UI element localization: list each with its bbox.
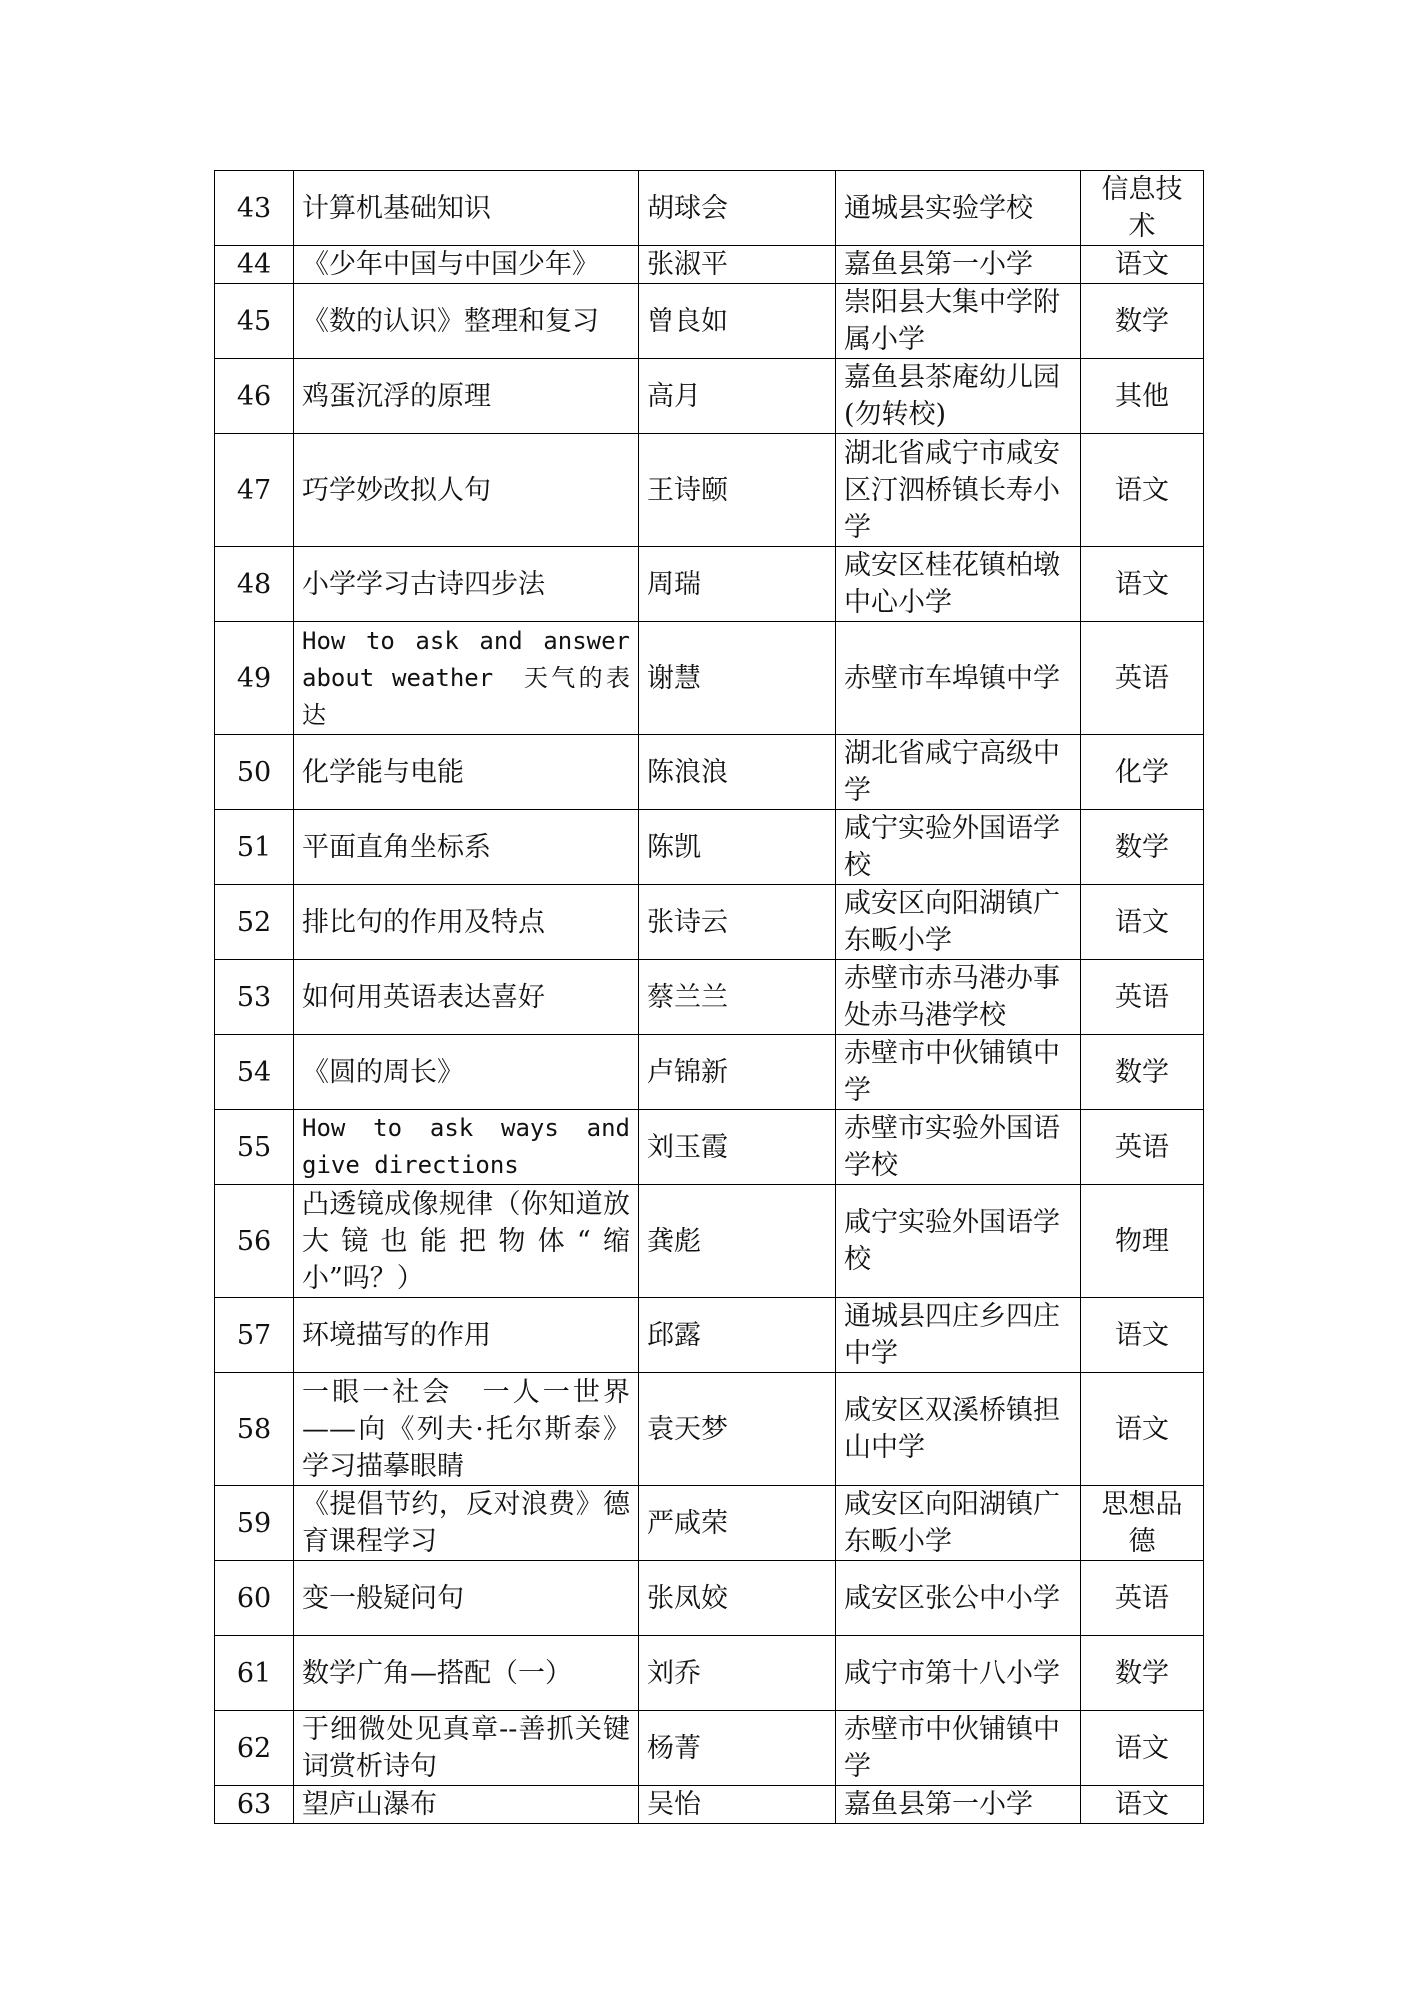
teacher-name: 卢锦新 — [639, 1035, 836, 1110]
subject: 语文 — [1081, 434, 1204, 547]
teacher-name: 蔡兰兰 — [639, 960, 836, 1035]
teacher-name: 张淑平 — [639, 246, 836, 284]
row-number: 50 — [215, 735, 294, 810]
school-name: 通城县实验学校 — [836, 171, 1081, 246]
course-title: 环境描写的作用 — [294, 1298, 639, 1373]
school-name: 湖北省咸宁高级中学 — [836, 735, 1081, 810]
table-row — [215, 1486, 1204, 1561]
row-number: 58 — [215, 1373, 294, 1486]
school-name: 嘉鱼县茶庵幼儿园(勿转校) — [836, 359, 1081, 434]
subject: 数学 — [1081, 1636, 1204, 1711]
subject: 语文 — [1081, 1298, 1204, 1373]
course-title: 计算机基础知识 — [294, 171, 639, 246]
school-name: 咸宁实验外国语学校 — [836, 810, 1081, 885]
row-number: 44 — [215, 246, 294, 284]
table-row — [215, 1711, 1204, 1786]
school-name: 赤壁市中伙铺镇中学 — [836, 1035, 1081, 1110]
teacher-name: 高月 — [639, 359, 836, 434]
course-title: 一眼一社会 一人一世界——向《列夫·托尔斯泰》学习描摹眼睛 — [294, 1373, 639, 1486]
school-name: 咸安区向阳湖镇广东畈小学 — [836, 885, 1081, 960]
course-title: 《圆的周长》 — [294, 1035, 639, 1110]
course-title: 巧学妙改拟人句 — [294, 434, 639, 547]
subject: 英语 — [1081, 622, 1204, 735]
row-number: 62 — [215, 1711, 294, 1786]
school-name: 赤壁市中伙铺镇中学 — [836, 1711, 1081, 1786]
row-number: 55 — [215, 1110, 294, 1185]
table-row — [215, 434, 1204, 547]
row-number: 53 — [215, 960, 294, 1035]
table-row — [215, 1185, 1204, 1298]
school-name: 咸安区向阳湖镇广东畈小学 — [836, 1486, 1081, 1561]
table-row — [215, 735, 1204, 810]
table-row — [215, 1110, 1204, 1185]
course-title: 如何用英语表达喜好 — [294, 960, 639, 1035]
row-number: 43 — [215, 171, 294, 246]
school-name: 嘉鱼县第一小学 — [836, 246, 1081, 284]
subject: 信息技术 — [1081, 171, 1204, 246]
course-title: How to ask ways and give directions — [294, 1110, 639, 1185]
row-number: 63 — [215, 1786, 294, 1824]
row-number: 52 — [215, 885, 294, 960]
teacher-name: 杨菁 — [639, 1711, 836, 1786]
course-title: 排比句的作用及特点 — [294, 885, 639, 960]
table-row — [215, 284, 1204, 359]
course-list-table — [214, 170, 1204, 1824]
table-row — [215, 171, 1204, 246]
table-row — [215, 810, 1204, 885]
course-title: 凸透镜成像规律（你知道放大镜也能把物体“缩小”吗？） — [294, 1185, 639, 1298]
subject: 数学 — [1081, 284, 1204, 359]
row-number: 60 — [215, 1561, 294, 1636]
subject: 语文 — [1081, 1711, 1204, 1786]
school-name: 赤壁市车埠镇中学 — [836, 622, 1081, 735]
table-row — [215, 547, 1204, 622]
course-title: 《提倡节约，反对浪费》德育课程学习 — [294, 1486, 639, 1561]
row-number: 56 — [215, 1185, 294, 1298]
subject: 思想品德 — [1081, 1486, 1204, 1561]
school-name: 咸安区双溪桥镇担山中学 — [836, 1373, 1081, 1486]
school-name: 崇阳县大集中学附属小学 — [836, 284, 1081, 359]
teacher-name: 张诗云 — [639, 885, 836, 960]
table-row — [215, 1561, 1204, 1636]
teacher-name: 吴怡 — [639, 1786, 836, 1824]
table-row — [215, 1786, 1204, 1824]
teacher-name: 胡球会 — [639, 171, 836, 246]
course-title: 变一般疑问句 — [294, 1561, 639, 1636]
subject: 物理 — [1081, 1185, 1204, 1298]
teacher-name: 邱露 — [639, 1298, 836, 1373]
row-number: 48 — [215, 547, 294, 622]
teacher-name: 刘乔 — [639, 1636, 836, 1711]
table-body — [215, 171, 1204, 1824]
table-row — [215, 246, 1204, 284]
teacher-name: 龚彪 — [639, 1185, 836, 1298]
teacher-name: 谢慧 — [639, 622, 836, 735]
course-title: 于细微处见真章--善抓关键词赏析诗句 — [294, 1711, 639, 1786]
course-title: 化学能与电能 — [294, 735, 639, 810]
teacher-name: 曾良如 — [639, 284, 836, 359]
row-number: 61 — [215, 1636, 294, 1711]
row-number: 45 — [215, 284, 294, 359]
table-row — [215, 1636, 1204, 1711]
table-row — [215, 960, 1204, 1035]
school-name: 赤壁市赤马港办事处赤马港学校 — [836, 960, 1081, 1035]
teacher-name: 刘玉霞 — [639, 1110, 836, 1185]
table-row — [215, 359, 1204, 434]
subject: 其他 — [1081, 359, 1204, 434]
school-name: 嘉鱼县第一小学 — [836, 1786, 1081, 1824]
subject: 英语 — [1081, 960, 1204, 1035]
course-title: 《少年中国与中国少年》 — [294, 246, 639, 284]
row-number: 57 — [215, 1298, 294, 1373]
subject: 语文 — [1081, 885, 1204, 960]
teacher-name: 严咸荣 — [639, 1486, 836, 1561]
row-number: 47 — [215, 434, 294, 547]
teacher-name: 周瑞 — [639, 547, 836, 622]
course-title: 鸡蛋沉浮的原理 — [294, 359, 639, 434]
subject: 语文 — [1081, 1786, 1204, 1824]
course-title: 小学学习古诗四步法 — [294, 547, 639, 622]
table-row — [215, 1035, 1204, 1110]
teacher-name: 袁天梦 — [639, 1373, 836, 1486]
course-title: 平面直角坐标系 — [294, 810, 639, 885]
subject: 数学 — [1081, 810, 1204, 885]
row-number: 54 — [215, 1035, 294, 1110]
teacher-name: 张凤姣 — [639, 1561, 836, 1636]
teacher-name: 陈凯 — [639, 810, 836, 885]
school-name: 咸安区桂花镇柏墩中心小学 — [836, 547, 1081, 622]
school-name: 湖北省咸宁市咸安区汀泗桥镇长寿小学 — [836, 434, 1081, 547]
school-name: 咸宁市第十八小学 — [836, 1636, 1081, 1711]
subject: 数学 — [1081, 1035, 1204, 1110]
school-name: 赤壁市实验外国语学校 — [836, 1110, 1081, 1185]
teacher-name: 陈浪浪 — [639, 735, 836, 810]
table-row — [215, 1298, 1204, 1373]
course-title: 《数的认识》整理和复习 — [294, 284, 639, 359]
course-title: 数学广角—搭配（一） — [294, 1636, 639, 1711]
course-title: How to ask and answer about weather 天气的表达 — [294, 622, 639, 735]
subject: 英语 — [1081, 1110, 1204, 1185]
subject: 语文 — [1081, 547, 1204, 622]
table-row — [215, 1373, 1204, 1486]
row-number: 51 — [215, 810, 294, 885]
subject: 语文 — [1081, 246, 1204, 284]
subject: 语文 — [1081, 1373, 1204, 1486]
subject: 化学 — [1081, 735, 1204, 810]
table-row — [215, 885, 1204, 960]
school-name: 通城县四庄乡四庄中学 — [836, 1298, 1081, 1373]
row-number: 49 — [215, 622, 294, 735]
table-row — [215, 622, 1204, 735]
school-name: 咸宁实验外国语学校 — [836, 1185, 1081, 1298]
teacher-name: 王诗颐 — [639, 434, 836, 547]
row-number: 46 — [215, 359, 294, 434]
row-number: 59 — [215, 1486, 294, 1561]
course-title: 望庐山瀑布 — [294, 1786, 639, 1824]
school-name: 咸安区张公中小学 — [836, 1561, 1081, 1636]
subject: 英语 — [1081, 1561, 1204, 1636]
